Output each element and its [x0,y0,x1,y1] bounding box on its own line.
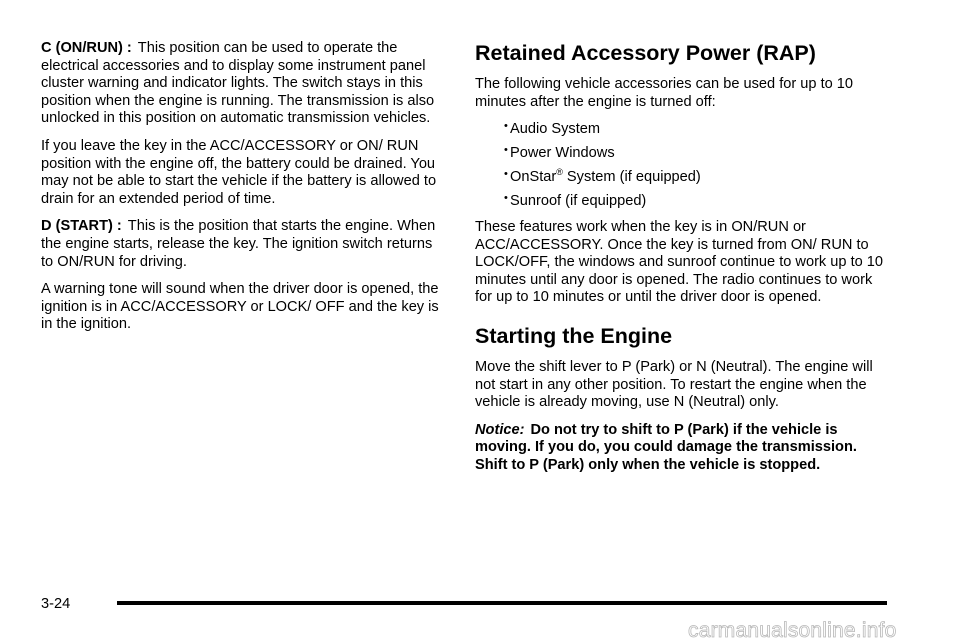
bullet-icon: • [504,192,508,205]
page-number: 3-24 [41,596,71,612]
battery-drain-paragraph: If you leave the key in the ACC/ACCESSORY or ON/ RUN position with the engine off, the battery could be drained. You may not be able to start the vehicle if the battery is allowed to drain for an extended period of time. [41,137,437,207]
ignition-d-term: D (START) : [41,218,122,235]
starting-engine-paragraph: Move the shift lever to P (Park) or N (Neutral). The engine will not start in any other position. To restart the engine when the vehicle is already moving, use N (Neutral) only. [475,359,873,411]
warning-tone-paragraph: A warning tone will sound when the driver door is opened, the ignition is in ACC/ACCESSORY or LOCK/ OFF and the key is in the ignition. [41,281,439,333]
ignition-d-description: This is the position that starts the engine. When the engine starts, release the key. The ignition switch returns to ON/RUN for driving. [41,218,436,270]
right-column [475,40,887,485]
rap-accessories-list [475,121,887,211]
list-item-text: OnStar [510,169,557,186]
notice-paragraph [475,422,887,475]
ignition-c-term: C (ON/RUN) : [41,40,132,56]
notice-label: Notice: [475,421,525,438]
list-item-text-suffix: System (if equipped) [562,169,701,186]
list-item-text: Power Windows [510,145,615,162]
list-item [475,145,887,163]
list-item-text: Audio System [510,121,601,138]
list-item [475,121,887,139]
ignition-c-description: This position can be used to operate the electrical accessories and to display some instrument panel cluster warning and indicator lights. The switch stays in this position when the engine is running. The transmission is also unlocked in this position on automatic transmission vehicles. [41,40,435,127]
ignition-c-position-paragraph [41,40,441,128]
notice-text: Do not try to shift to P (Park) if the vehicle is moving. If you do, you could damage the transmission. Shift to P (Park) only when the vehicle is stopped. [475,421,857,473]
watermark-text: carmanualsonline.info [688,619,897,642]
footer-divider [117,601,887,605]
list-item-text: Sunroof (if equipped) [510,193,647,210]
registered-mark: ® [556,167,563,178]
bullet-icon: • [504,168,508,181]
starting-engine-heading: Starting the Engine [475,324,673,349]
list-item [475,193,887,211]
left-column [41,40,441,344]
list-item [475,169,887,187]
rap-heading: Retained Accessory Power (RAP) [475,41,816,65]
ignition-d-position-paragraph [41,218,441,271]
rap-intro-paragraph: The following vehicle accessories can be used for up to 10 minutes after the engine is turned off: [475,76,854,110]
bullet-icon: • [504,144,508,157]
bullet-icon: • [504,120,508,133]
rap-body-paragraph: These features work when the key is in ON/RUN or ACC/ACCESSORY. Once the key is turned from ON/ RUN to LOCK/OFF, the windows and sunroof continue to work up to 10 minutes until any door is opened. The radio continues to work for up to 10 minutes or until the driver door is opened. [475,219,884,306]
